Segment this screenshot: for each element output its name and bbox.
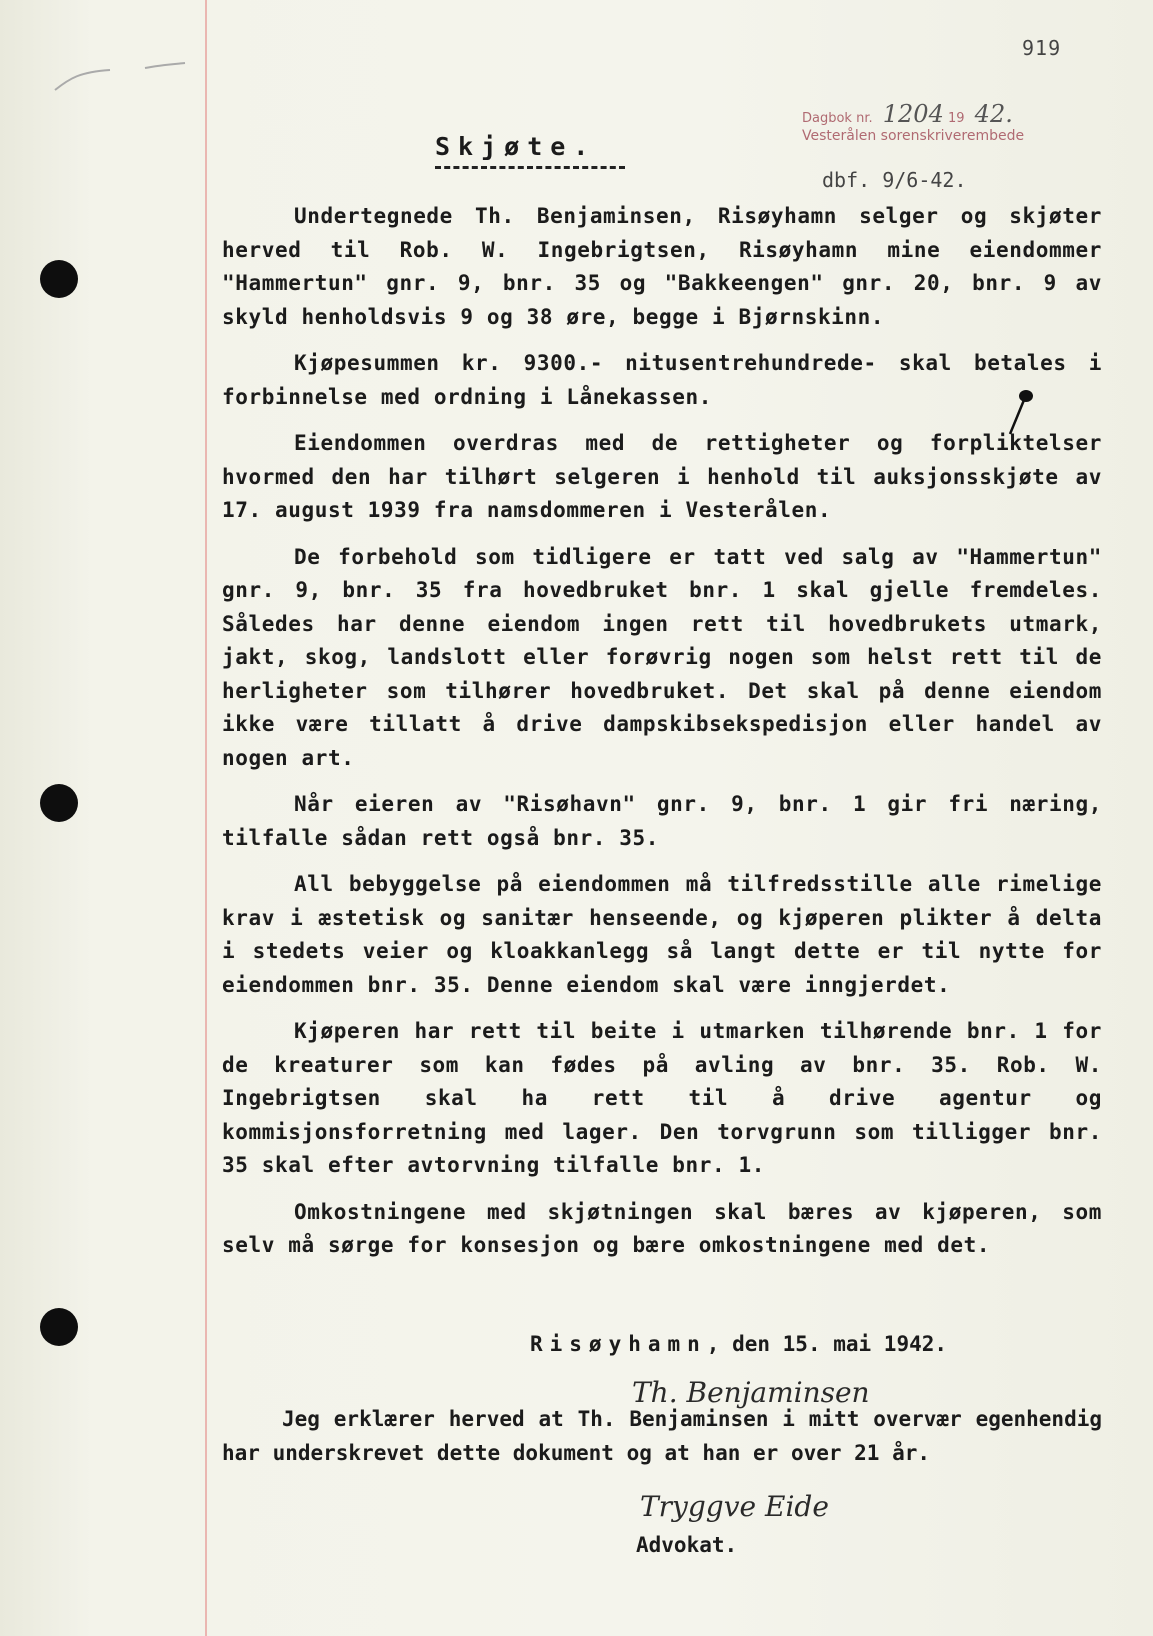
stamp-year: 42. bbox=[974, 100, 1013, 128]
paragraph: Når eieren av "Risøhavn" gnr. 9, bnr. 1 gir fri næring, tilfalle sådan rett også bnr. 35. bbox=[222, 792, 1102, 850]
place: Risøyhamn bbox=[530, 1332, 707, 1356]
witness-role: Advokat. bbox=[636, 1533, 738, 1557]
punch-hole bbox=[40, 784, 78, 822]
seller-signature: Th. Benjaminsen bbox=[632, 1376, 870, 1409]
paragraph: Eiendommen overdras med de rettigheter og forpliktelser hvormed den har tilhørt selgeren i henhold til auksjonsskjøte av 17. august 1939 fra namsdommeren i Vesterålen. bbox=[222, 431, 1102, 522]
paragraph: All bebyggelse på eiendommen må tilfredsstille alle rimelige krav i æstetisk og sanitær henseende, og kjøperen plikter å delta i stedets veier og kloakkanlegg så langt dette er til nytte for eiendommen bnr. 35. Denne eiendom skal være inngjerdet. bbox=[222, 872, 1102, 997]
paragraph: Kjøpesummen kr. 9300.- nitusentrehundrede- skal betales i forbinnelse med ordning i Lånekassen. bbox=[222, 351, 1102, 409]
ink-mark bbox=[1000, 388, 1040, 438]
page-number: 919 bbox=[1022, 36, 1062, 60]
margin-rule bbox=[205, 0, 207, 1636]
punch-hole bbox=[40, 260, 78, 298]
document-title: Skjøte. bbox=[435, 132, 597, 161]
witness-signature: Tryggve Eide bbox=[640, 1490, 829, 1523]
registry-stamp bbox=[802, 100, 1024, 144]
stamp-century: 19 bbox=[947, 111, 965, 126]
witness-declaration: Jeg erklærer herved at Th. Benjaminsen i mitt overvær egenhendig har underskrevet dette dokument og at han er over 21 år. bbox=[222, 1407, 1102, 1465]
paragraph: De forbehold som tidligere er tatt ved salg av "Hammertun" gnr. 9, bnr. 35 fra hovedbruket bnr. 1 skal gjelle fremdeles. Således har denne eiendom ingen rett til hovedbrukets utmark, jakt, skog, landslott eller forøvrig nogen som helst rett til de herligheter som tilhører hovedbruket. Det skal på denne eiendom ikke være tillatt å drive dampskibsekspedisjon eller handel av nogen art. bbox=[222, 544, 1102, 770]
paragraph: Undertegnede Th. Benjaminsen, Risøyhamn selger og skjøter herved til Rob. W. Ingebrigtsen, Risøyhamn mine eiendommer "Hammertun" gnr. 9, bnr. 35 og "Bakkeengen" gnr. 20, bnr. 9 av skyld henholdsvis 9 og 38 øre, begge i Bjørnskinn. bbox=[222, 204, 1102, 329]
punch-hole bbox=[40, 1308, 78, 1346]
date: , den 15. mai 1942. bbox=[706, 1332, 948, 1356]
title-underline bbox=[435, 166, 625, 169]
pencil-mark bbox=[50, 60, 190, 100]
stamp-office: Vesterålen sorenskriverembede bbox=[802, 128, 1025, 144]
stamp-number: 1204 bbox=[882, 100, 944, 128]
document-body bbox=[222, 200, 1102, 1276]
place-and-date bbox=[530, 1332, 947, 1356]
paragraph: Omkostningene med skjøtningen skal bæres av kjøperen, som selv må sørge for konsesjon og bære omkostningene med det. bbox=[222, 1199, 1102, 1257]
registration-note: dbf. 9/6-42. bbox=[822, 168, 967, 192]
stamp-label: Dagbok nr. bbox=[802, 111, 873, 126]
paragraph: Kjøperen har rett til beite i utmarken tilhørende bnr. 1 for de kreaturer som kan fødes på avling av bnr. 35. Rob. W. Ingebrigtsen skal ha rett til å drive agentur og kommisjonsforretning med lager. Den torvgrunn som tilligger bnr. 35 skal efter avtorvning tilfalle bnr. 1. bbox=[222, 1019, 1102, 1177]
